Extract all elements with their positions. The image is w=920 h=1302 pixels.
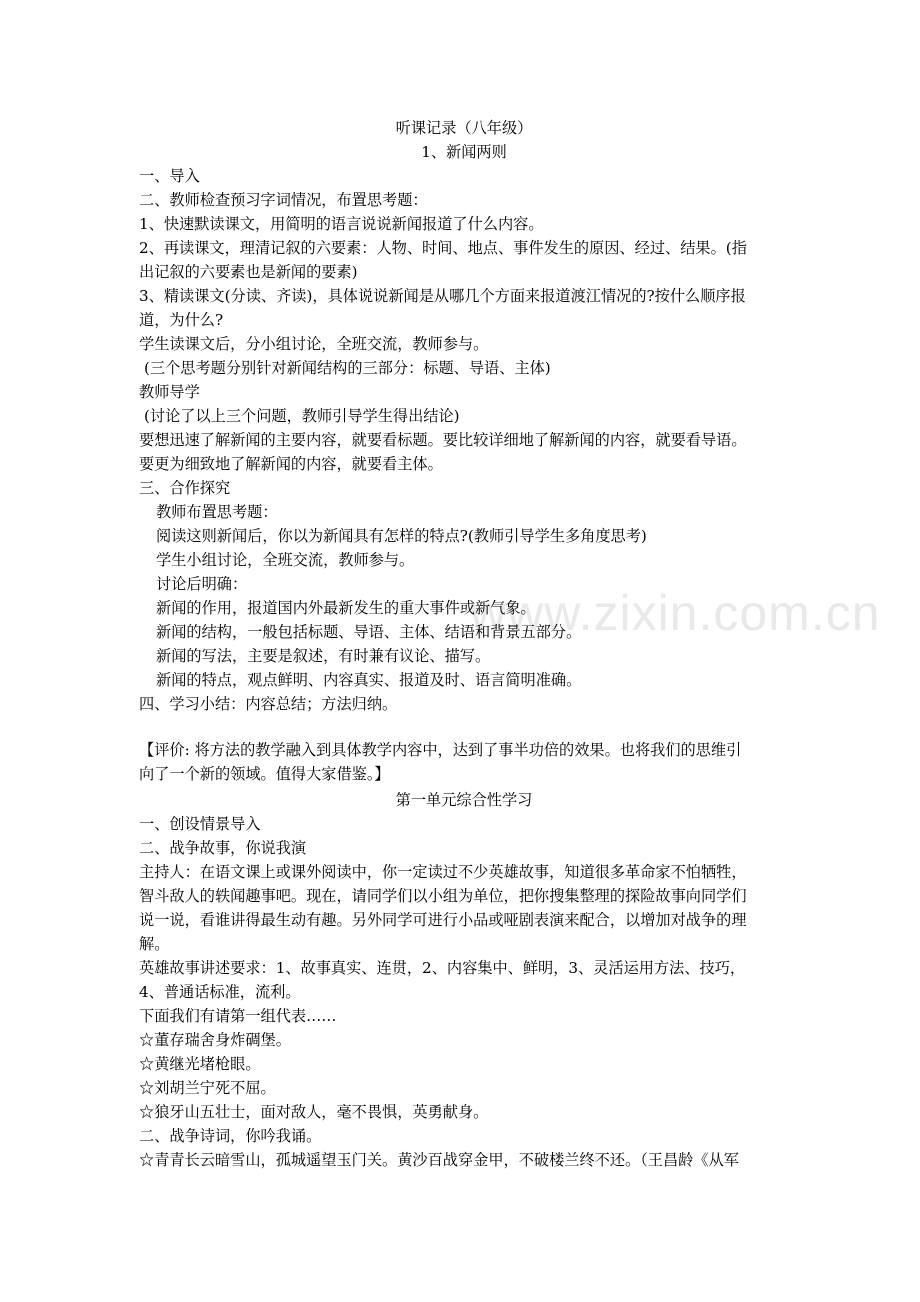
evaluation-line: 向了一个新的领域。值得大家借鉴。】	[139, 765, 390, 783]
paragraph-line: 二、战争故事，你说我演	[139, 839, 307, 857]
section-title: 1、新闻两则	[421, 143, 507, 161]
paragraph-line: 新闻的作用，报道国内外最新发生的重大事件或新气象。	[156, 599, 536, 617]
paragraph-line: 说一说，看谁讲得最生动有趣。另外同学可进行小品或哑剧表演来配合，以增加对战争的理	[139, 911, 747, 929]
paragraph-line: 二、战争诗词，你吟我诵。	[139, 1127, 322, 1145]
paragraph-line: 二、教师检查预习字词情况，布置思考题：	[139, 191, 428, 209]
paragraph-line: 要想迅速了解新闻的主要内容，就要看标题。要比较详细地了解新闻的内容，就要看导语。	[139, 431, 747, 449]
list-item: ☆黄继光堵枪眼。	[139, 1055, 261, 1073]
paragraph-line: 3、精读课文(分读、齐读)，具体说说新闻是从哪几个方面来报道渡江情况的?按什么顺序报	[139, 287, 746, 305]
paragraph-line: 智斗敌人的轶闻趣事吧。现在，请同学们以小组为单位，把你搜集整理的探险故事向同学们	[139, 887, 747, 905]
paragraph-line: 学生小组讨论，全班交流，教师参与。	[156, 551, 415, 569]
paragraph-line: 下面我们有请第一组代表……	[139, 1007, 337, 1025]
paragraph-line: 主持人：在语文课上或课外阅读中，你一定读过不少英雄故事，知道很多革命家不怕牺牲，	[139, 863, 747, 881]
paragraph-line: 解。	[139, 935, 170, 953]
watermark: www.zixin.com.cn	[470, 585, 881, 641]
paragraph-line: (讨论了以上三个问题，教师引导学生得出结论)	[144, 407, 460, 425]
list-item: ☆狼牙山五壮士，面对敌人，毫不畏惧，英勇献身。	[139, 1103, 489, 1121]
paragraph-line: 四、学习小结：内容总结；方法归纳。	[139, 695, 398, 713]
evaluation-line: 【评价: 将方法的教学融入到具体教学内容中，达到了事半功倍的效果。也将我们的思维引	[139, 741, 742, 759]
paragraph-line: 新闻的结构，一般包括标题、导语、主体、结语和背景五部分。	[156, 623, 582, 641]
paragraph-line: 1、快速默读课文，用简明的语言说说新闻报道了什么内容。	[139, 215, 544, 233]
paragraph-line: (三个思考题分别针对新闻结构的三部分：标题、导语、主体)	[144, 359, 551, 377]
section-title: 第一单元综合性学习	[395, 791, 533, 809]
paragraph-line: 讨论后明确：	[156, 575, 248, 593]
paragraph-line: 阅读这则新闻后，你以为新闻具有怎样的特点?(教师引导学生多角度思考)	[156, 527, 647, 545]
paragraph-line: 4、普通话标准，流利。	[139, 983, 301, 1001]
paragraph-line: 新闻的特点，观点鲜明、内容真实、报道及时、语言简明准确。	[156, 671, 582, 689]
paragraph-line: 要更为细致地了解新闻的内容，就要看主体。	[139, 455, 443, 473]
paragraph-line: 一、导入	[139, 167, 200, 185]
list-item: ☆董存瑞舍身炸碉堡。	[139, 1031, 291, 1049]
paragraph-line: 新闻的写法，主要是叙述，有时兼有议论、描写。	[156, 647, 491, 665]
paragraph-line: 英雄故事讲述要求：1、故事真实、连贯，2、内容集中、鲜明，3、灵活运用方法、技巧，	[139, 959, 746, 977]
paragraph-line: 2、再读课文，理清记叙的六要素：人物、时间、地点、事件发生的原因、经过、结果。(指	[139, 239, 747, 257]
list-item: ☆刘胡兰宁死不屈。	[139, 1079, 276, 1097]
document-title: 听课记录（八年级）	[395, 119, 533, 137]
list-item: ☆青青长云暗雪山，孤城遥望玉门关。黄沙百战穿金甲，不破楼兰终不还。（王昌龄《从军	[139, 1151, 739, 1169]
paragraph-line: 道，为什么?	[139, 311, 224, 329]
paragraph-line: 一、创设情景导入	[139, 815, 261, 833]
paragraph-line: 三、合作探究	[139, 479, 231, 497]
paragraph-line: 教师布置思考题：	[156, 503, 278, 521]
paragraph-line: 学生读课文后，分小组讨论，全班交流，教师参与。	[139, 335, 489, 353]
paragraph-line: 出记叙的六要素也是新闻的要素)	[139, 263, 358, 281]
paragraph-line: 教师导学	[139, 383, 200, 401]
